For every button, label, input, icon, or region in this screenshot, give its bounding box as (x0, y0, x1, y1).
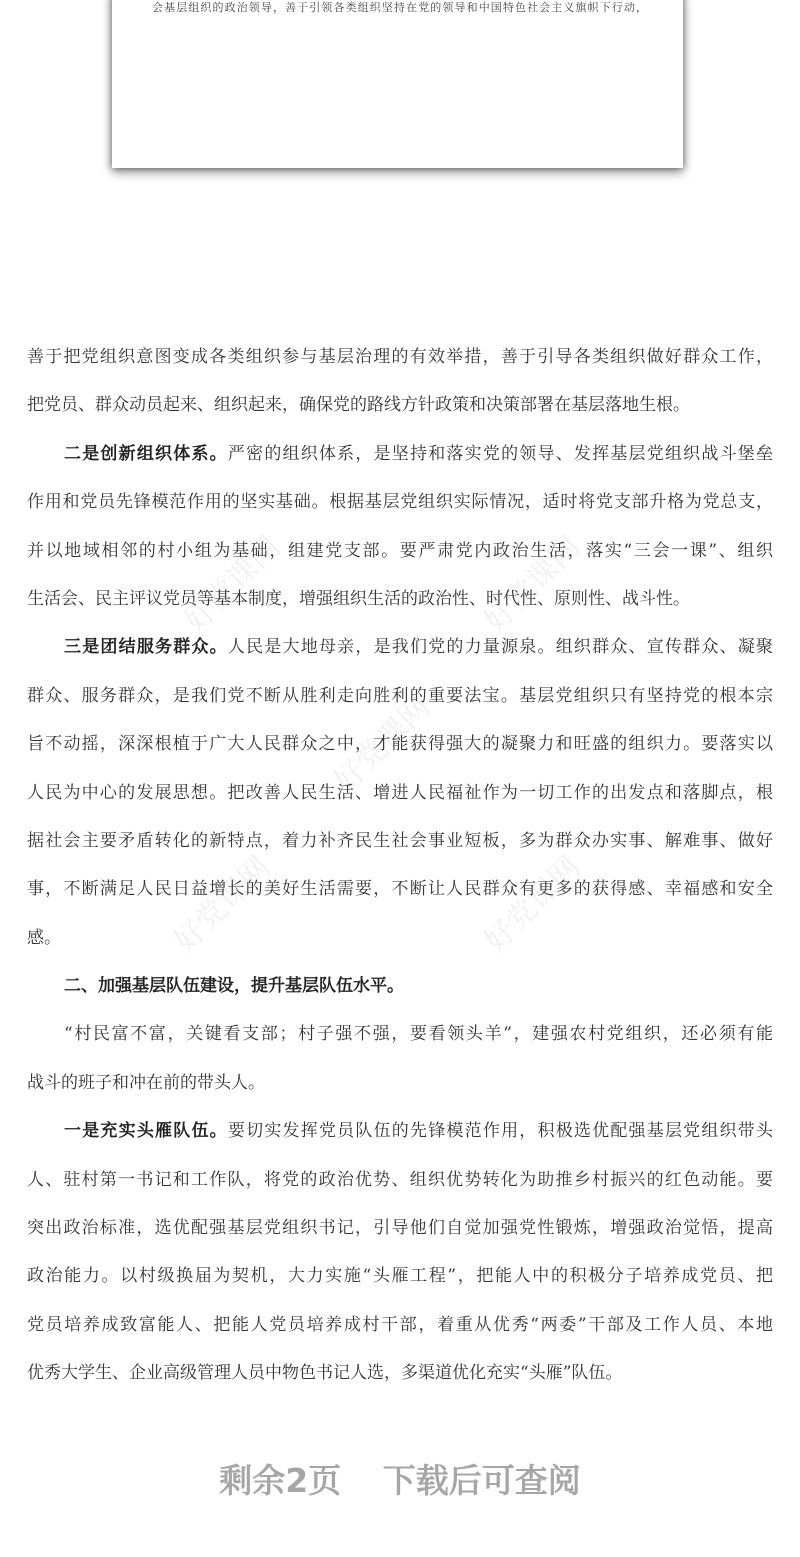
line-text: 人民是大地母亲，是我们党的力量源泉。组织群众、宣传群众、凝聚 (227, 637, 774, 658)
line-text: “村民富不富，关键看支部；村子强不强，要看领头羊”，建强农村党组织，还必须有能 (64, 1024, 773, 1045)
paragraph-lead: 二是创新组织体系。 (64, 443, 228, 464)
paragraph (27, 1010, 773, 1107)
line-text: 人民为中心的发展思想。把改善人民生活、增进人民福祉作为一切工作的出发点和落脚点，根 (27, 782, 773, 803)
text-line (27, 672, 773, 720)
line-text: 战斗的班子和冲在前的带头人。 (27, 1072, 265, 1093)
line-text: 生活会、民主评议党员等基本制度，增强组织生活的政治性、时代性、原则性、战斗性。 (27, 588, 690, 609)
paragraph (27, 623, 773, 962)
text-line (27, 914, 773, 962)
paragraph (27, 333, 773, 430)
paragraph-lead: 三是团结服务群众。 (64, 637, 228, 658)
line-text: 党员培养成致富能人、把能人党员培养成村干部，着重从优秀“两委”干部及工作人员、本地 (27, 1314, 773, 1335)
line-text: 严密的组织体系，是坚持和落实党的领导、发挥基层党组织战斗堡垒 (227, 443, 774, 464)
document-body (27, 333, 773, 1398)
line-text: 人、驻村第一书记和工作队，将党的政治优势、组织优势转化为助推乡村振兴的红色动能。要 (27, 1169, 773, 1190)
watermark: 好党课网 (327, 689, 438, 800)
text-line (27, 769, 773, 817)
paragraph (27, 962, 773, 1010)
text-line (27, 623, 773, 671)
text-line (27, 1107, 773, 1155)
line-text: 群众、服务群众，是我们党不断从胜利走向胜利的重要法宝。基层党组织只有坚持党的根本宗 (27, 685, 773, 706)
text-line (27, 381, 773, 429)
text-line (27, 962, 773, 1010)
line-text: 善于把党组织意图变成各类组织参与基层治理的有效举措，善于引导各类组织做好群众工作， (27, 347, 773, 367)
text-line (27, 817, 773, 865)
line-text: 作用和党员先锋模范作用的坚实基础。根据基层党组织实际情况，适时将党支部升格为党总支， (27, 492, 773, 513)
paragraph-lead: 一是充实头雁队伍。 (64, 1121, 228, 1142)
watermark: 好党课网 (167, 849, 278, 960)
text-line (27, 1301, 773, 1349)
line-text: 并以地域相邻的村小组为基础，组建党支部。要严肃党内政治生活，落实“三会一课”、组织 (27, 540, 773, 561)
text-line (27, 1156, 773, 1204)
line-text: 优秀大学生、企业高级管理人员中物色书记人选，多渠道优化充实“头雁”队伍。 (27, 1363, 623, 1384)
line-text: 突出政治标准，选优配强基层党组织书记，引导他们自觉加强党性锻炼，增强政治觉悟，提高 (27, 1218, 773, 1239)
text-line (27, 865, 773, 913)
line-text: 旨不动摇，深深根植于广大人民群众之中，才能获得强大的凝聚力和旺盛的组织力。要落实以 (27, 734, 773, 755)
line-text: 事，不断满足人民日益增长的美好生活需要，不断让人民群众有更多的获得感、幸福感和安全 (27, 879, 773, 900)
text-line (27, 430, 773, 478)
line-text: 把党员、群众动员起来、组织起来，确保党的路线方针政策和决策部署在基层落地生根。 (27, 395, 690, 416)
text-line (27, 333, 773, 381)
paragraph (27, 1107, 773, 1397)
text-line (27, 575, 773, 623)
paragraph (27, 430, 773, 624)
watermark: 好党课网 (477, 529, 588, 640)
download-hint-label[interactable]: 下载后可查阅 (382, 1461, 581, 1500)
remaining-pages-label[interactable]: 剩余2页 (219, 1461, 342, 1500)
watermark: 好党课网 (477, 849, 588, 960)
text-line (27, 1010, 773, 1058)
text-line (27, 720, 773, 768)
text-line (27, 1349, 773, 1397)
text-line (27, 478, 773, 526)
text-line (27, 1204, 773, 1252)
text-line (27, 1059, 773, 1107)
watermark: 好党课网 (177, 529, 288, 640)
previous-page-preview (112, 0, 683, 168)
text-line (27, 527, 773, 575)
line-text: 要切实发挥党员队伍的先锋模范作用，积极选优配强基层党组织带头 (227, 1121, 774, 1142)
line-text: 据社会主要矛盾转化的新特点，着力补齐民生社会事业短板，多为群众办实事、解难事、做好 (27, 830, 773, 851)
line-text: 感。 (27, 927, 61, 948)
text-line (27, 1252, 773, 1300)
paragraph-lead: 二、加强基层队伍建设，提升基层队伍水平。 (64, 976, 404, 997)
preview-text-line: 会基层组织的政治领导，善于引领各类组织坚持在党的领导和中国特色社会主义旗帜下行动， (152, 1, 647, 14)
line-text: 政治能力。以村级换届为契机，大力实施“头雁工程”，把能人中的积极分子培养成党员、把 (27, 1266, 773, 1287)
download-prompt[interactable] (0, 1455, 800, 1502)
